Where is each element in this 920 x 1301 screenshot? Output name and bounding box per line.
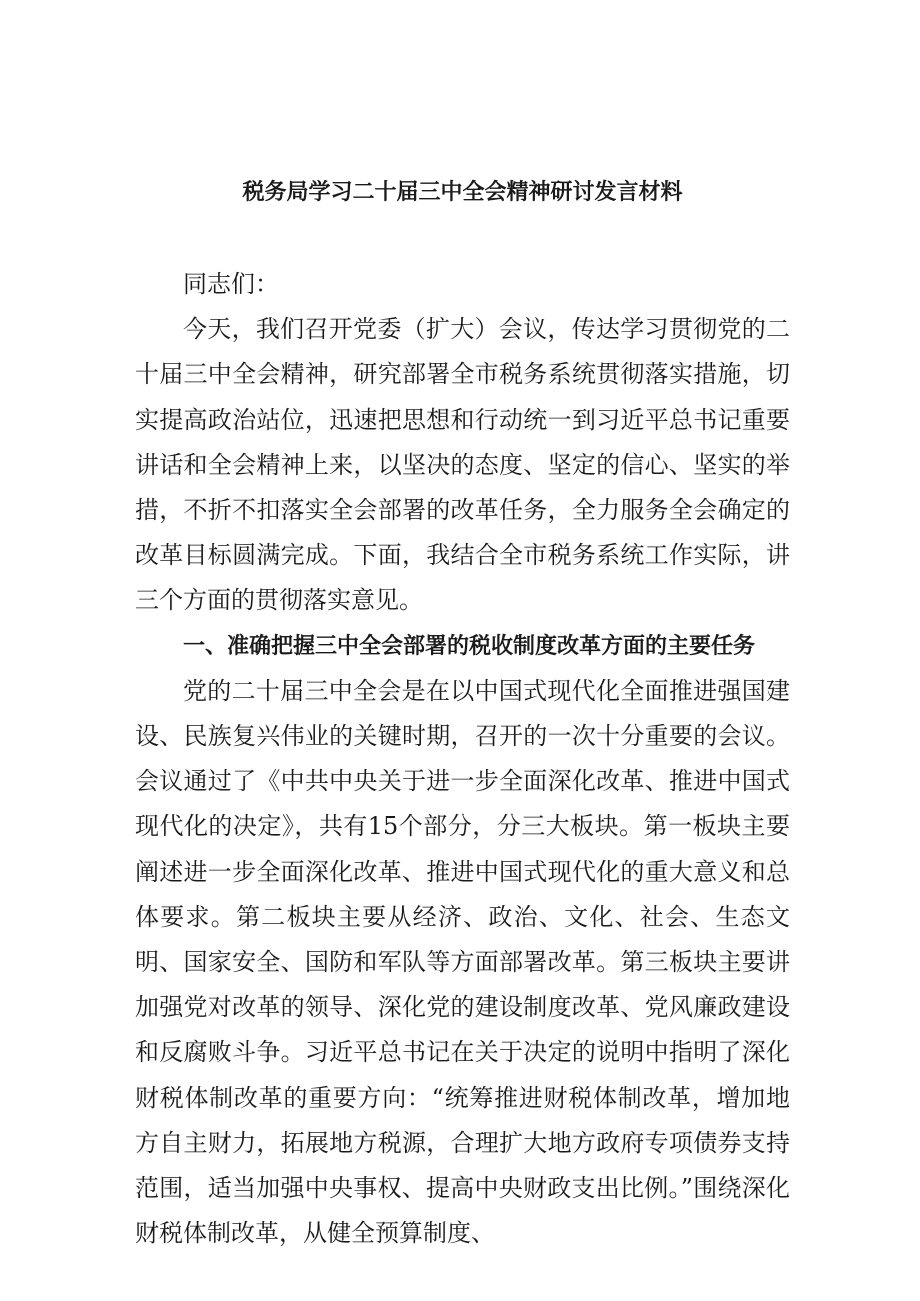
intro-paragraph: 今天，我们召开党委（扩大）会议，传达学习贯彻党的二十届三中全会精神，研究部署全市税务系统贯彻落实措施，切实提高政治站位，迅速把思想和行动统一到习近平总书记重要讲话和全会精神上来，以坚决的态度、坚定的信心、坚实的举措，不折不扣落实全会部署的改革任务，全力服务全会确定的改革目标圆满完成。下面，我结合全市税务系统工作实际，讲三个方面的贯彻落实意见。 <box>135 315 790 615</box>
section-paragraph: 党的二十届三中全会是在以中国式现代化全面推进强国建设、民族复兴伟业的关键时期，召开的一次十分重要的会议。会议通过了《中共中央关于进一步全面深化改革、推进中国式现代化的决定》，共有15个部分，分三大板块。第一板块主要阐述进一步全面深化改革、推进中国式现代化的重大意义和总体要求。第二板块主要从经济、政治、文化、社会、生态文明、国家安全、国防和军队等方面部署改革。第三板块主要讲加强党对改革的领导、深化党的建设制度改革、党风廉政建设和反腐败斗争。习近平总书记在关于决定的说明中指明了深化财税体制改革的重要方向：“统筹推进财税体制改革，增加地方自主财力，拓展地方税源，合理扩大地方政府专项债券支持范围，适当加强中央事权、提高中央财政支出比例。”围绕深化财税体制改革，从健全预算制度、 <box>135 676 790 1248</box>
document-title: 税务局学习二十届三中全会精神研讨发言材料 <box>242 180 683 205</box>
salutation: 同志们： <box>183 270 279 298</box>
document-body <box>135 262 790 1256</box>
section-heading: 一、准确把握三中全会部署的税收制度改革方面的主要任务 <box>183 633 756 659</box>
